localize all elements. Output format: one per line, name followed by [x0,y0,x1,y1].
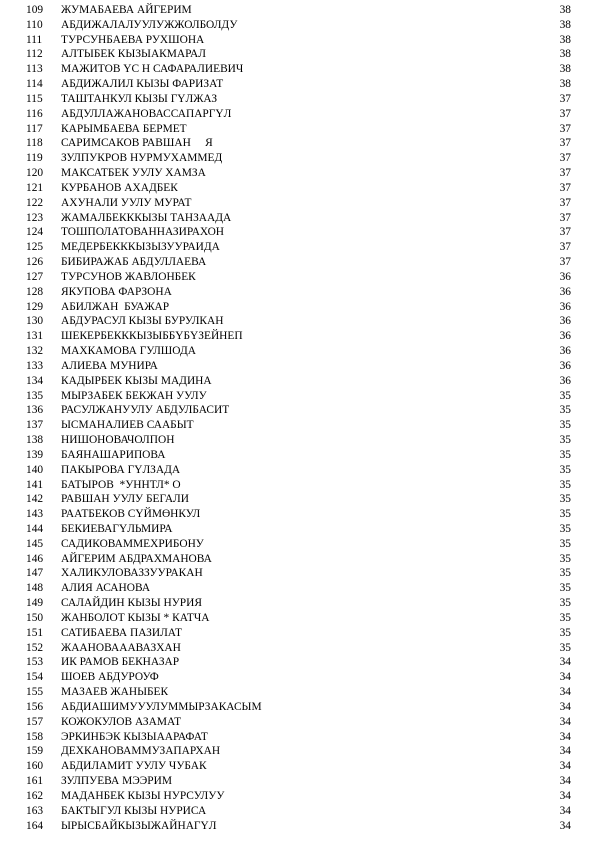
score-value: 34 [559,686,571,699]
score-value: 37 [559,256,571,269]
score-value: 35 [559,448,571,461]
row-number: 119 [26,152,43,165]
score-value: 35 [559,463,571,476]
score-value: 35 [559,508,571,521]
row-number: 163 [26,804,44,817]
score-value: 37 [559,196,571,209]
row-number: 129 [26,300,44,313]
student-name: КАДЫРБЕК КЫЗЫ МАДИНА [61,374,212,387]
score-value: 34 [559,715,571,728]
score-value: 37 [559,107,571,120]
score-value: 35 [559,493,571,506]
row-number: 141 [26,478,44,491]
row-number: 145 [26,537,44,550]
row-number: 126 [26,256,44,269]
list-item [0,641,611,656]
row-number: 115 [26,92,43,105]
row-number: 118 [26,137,43,150]
list-item [0,522,611,537]
score-value: 34 [559,760,571,773]
score-value: 36 [559,300,571,313]
list-item [0,300,611,315]
student-name: АЛИЕВА МУНИРА [61,359,158,372]
row-number: 161 [26,775,44,788]
list-item [0,122,611,137]
student-name: АХУНАЛИ УУЛУ МУРАТ [61,196,192,209]
score-value: 34 [559,789,571,802]
student-name: НИШОНОВАЧОЛПОН [61,434,175,447]
student-name: КУРБАНОВ АХАДБЕК [61,181,178,194]
row-number: 123 [26,211,44,224]
student-name: ЫСМАНАЛИЕВ СААБЫТ [61,419,194,432]
score-value: 36 [559,270,571,283]
row-number: 158 [26,730,44,743]
student-name: БАЯНАШАРИПОВА [61,448,166,461]
score-value: 36 [559,359,571,372]
student-name: ЭРКИНБЭК КЫЗЫААРАФАТ [61,730,208,743]
list-item [0,77,611,92]
list-item [0,626,611,641]
score-value: 35 [559,552,571,565]
score-value: 34 [559,819,571,832]
score-value: 34 [559,656,571,669]
score-value: 35 [559,404,571,417]
list-item [0,166,611,181]
score-value: 37 [559,152,571,165]
row-number: 154 [26,671,44,684]
student-name: АЛИЯ АСАНОВА [61,582,151,595]
row-number: 134 [26,374,44,387]
list-item [0,596,611,611]
student-name: БАТЫРОВ *УННТЛ* О [61,478,181,491]
student-name: ЖУМАБАЕВА АЙГЕРИМ [61,4,192,16]
student-name: ТУРСУНОВ ЖАВЛОНБЕК [61,270,196,283]
score-value: 34 [559,804,571,817]
score-value: 34 [559,671,571,684]
score-value: 37 [559,226,571,239]
row-number: 127 [26,270,44,283]
row-number: 117 [26,122,43,135]
score-value: 37 [559,181,571,194]
student-name: ЖАНБОЛОТ КЫЗЫ * КАТЧА [61,611,210,624]
list-item [0,255,611,270]
score-value: 35 [559,567,571,580]
score-value: 35 [559,537,571,550]
student-name: КОЖОКУЛОВ АЗАМАТ [61,715,182,728]
student-name: САТИБАЕВА ПАЗИЛАТ [61,626,182,639]
row-number: 135 [26,389,44,402]
list-item [0,225,611,240]
score-value: 35 [559,626,571,639]
row-number: 124 [26,226,44,239]
list-item [0,344,611,359]
student-name: ЖААНОВАААВАЗХАН [61,641,181,654]
student-name: ДЕХКАНОВАММУЗАПАРХАН [61,745,221,758]
list-item [0,789,611,804]
student-name: АБДИЛАМИТ УУЛУ ЧУБАК [61,760,207,773]
student-name: АБДИЖАЛИЛ КЫЗЫ ФАРИЗАТ [61,78,224,91]
row-number: 164 [26,819,44,832]
list-item [0,240,611,255]
student-name: АБДУЛЛАЖАНОВАССАПАРГҮЛ [61,107,232,120]
student-name: ИК РАМОВ БЕКНАЗАР [61,656,180,669]
student-name: ТАШТАНКУЛ КЫЗЫ ГҮЛЖАЗ [61,92,218,105]
score-value: 38 [559,4,571,16]
row-number: 122 [26,196,44,209]
list-item [0,611,611,626]
row-number: 113 [26,63,43,76]
row-number: 148 [26,582,44,595]
row-number: 116 [26,107,43,120]
row-number: 156 [26,700,44,713]
score-value: 35 [559,582,571,595]
list-item [0,581,611,596]
score-value: 38 [559,48,571,61]
score-value: 35 [559,434,571,447]
row-number: 140 [26,463,44,476]
row-number: 121 [26,181,44,194]
list-item [0,33,611,48]
row-number: 131 [26,330,44,343]
student-name: КАРЫМБАЕВА БЕРМЕТ [61,122,187,135]
score-value: 37 [559,137,571,150]
student-name: АЛТЫБЕК КЫЗЫАКМАРАЛ [61,48,206,61]
list-item [0,507,611,522]
list-item [0,107,611,122]
list-item [0,715,611,730]
list-item [0,448,611,463]
row-number: 144 [26,522,44,535]
score-value: 35 [559,611,571,624]
list-item [0,314,611,329]
list-item [0,3,611,18]
row-number: 125 [26,241,44,254]
score-value: 38 [559,63,571,76]
student-name: ШЕКЕРБЕКККЫЗЫББҮБҮЗЕЙНЕП [61,330,243,343]
list-item [0,329,611,344]
row-number: 130 [26,315,44,328]
row-number: 153 [26,656,44,669]
row-number: 138 [26,434,44,447]
student-name: РАВШАН УУЛУ БЕГАЛИ [61,493,189,506]
student-name: БЕКИЕВАГҮЛЬМИРА [61,522,173,535]
row-number: 139 [26,448,44,461]
list-item [0,136,611,151]
score-value: 37 [559,167,571,180]
student-name: ЯКУПОВА ФАРЗОНА [61,285,172,298]
student-name: АБДИАШИМУУУЛУММЫРЗАКАСЫМ [61,700,262,713]
score-value: 36 [559,374,571,387]
row-number: 133 [26,359,44,372]
row-number: 142 [26,493,44,506]
student-name: АЙГЕРИМ АБДРАХМАНОВА [61,552,212,565]
student-name: БАКТЫГУЛ КЫЗЫ НУРИСА [61,804,207,817]
score-value: 34 [559,775,571,788]
row-number: 110 [26,18,43,31]
student-name: ПАКЫРОВА ГҮЛЗАДА [61,463,181,476]
score-value: 37 [559,241,571,254]
list-item [0,774,611,789]
list-item [0,418,611,433]
list-item [0,374,611,389]
list-item [0,759,611,774]
row-number: 157 [26,715,44,728]
list-item [0,18,611,33]
student-name: ЫРЫСБАЙКЫЗЫЖАЙНАГҮЛ [61,819,217,832]
list-item [0,403,611,418]
list-item [0,730,611,745]
row-number: 136 [26,404,44,417]
row-number: 152 [26,641,44,654]
row-number: 114 [26,78,43,91]
row-number: 162 [26,789,44,802]
student-name: МАХКАМОВА ГУЛШОДА [61,345,196,358]
list-item [0,62,611,77]
list-item [0,359,611,374]
student-name: МАДАНБЕК КЫЗЫ НУРСУЛУУ [61,789,225,802]
list-item [0,552,611,567]
row-number: 151 [26,626,44,639]
list-item [0,537,611,552]
list-item [0,211,611,226]
row-number: 147 [26,567,44,580]
student-name: САДИКОВАММЕХРИБОНУ [61,537,204,550]
list-item [0,270,611,285]
student-name: ЗУЛПУКРОВ НУРМУХАММЕД [61,152,223,165]
student-name: ЖАМАЛБЕКККЫЗЫ ТАНЗААДА [61,211,232,224]
row-number: 120 [26,167,44,180]
student-name: АБИЛЖАН БУАЖАР [61,300,170,313]
list-item [0,181,611,196]
student-name: ХАЛИКУЛОВАЗЗУУРАКАН [61,567,203,580]
student-name: ЗУЛПУЕВА МЭЭРИМ [61,775,172,788]
row-number: 160 [26,760,44,773]
list-item [0,433,611,448]
score-value: 35 [559,522,571,535]
list-item [0,463,611,478]
student-name: АБДИЖАЛАЛУУЛУЖЖОЛБОЛДУ [61,18,238,31]
row-number: 150 [26,611,44,624]
score-value: 34 [559,700,571,713]
row-number: 109 [26,4,44,16]
student-name: РААТБЕКОВ СҮЙМӨНКУЛ [61,508,201,521]
score-value: 38 [559,78,571,91]
row-number: 159 [26,745,44,758]
score-value: 38 [559,18,571,31]
student-name: ТОШПОЛАТОВАННАЗИРАХОН [61,226,225,239]
row-number: 112 [26,48,43,61]
student-name: БИБИРАЖАБ АБДУЛЛАЕВА [61,256,207,269]
list-item [0,566,611,581]
row-number: 111 [26,33,43,46]
row-number: 149 [26,597,44,610]
student-name: МАЖИТОВ ҮС Н САФАРАЛИЕВИЧ [61,63,244,76]
student-name: МАЗАЕВ ЖАНЫБЕК [61,686,169,699]
student-name: МАКСАТБЕК УУЛУ ХАМЗА [61,167,206,180]
row-number: 146 [26,552,44,565]
list-item [0,700,611,715]
score-value: 36 [559,285,571,298]
score-value: 37 [559,92,571,105]
ranking-list [0,3,611,833]
score-value: 37 [559,211,571,224]
student-name: САЛАЙДИН КЫЗЫ НУРИЯ [61,597,202,610]
student-name: ТУРСУНБАЕВА РУХШОНА [61,33,205,46]
list-item [0,92,611,107]
score-value: 35 [559,419,571,432]
score-value: 35 [559,641,571,654]
list-item [0,655,611,670]
row-number: 143 [26,508,44,521]
student-name: РАСУЛЖАНУУЛУ АБДУЛБАСИТ [61,404,230,417]
score-value: 37 [559,122,571,135]
score-value: 35 [559,597,571,610]
row-number: 137 [26,419,44,432]
row-number: 155 [26,686,44,699]
list-item [0,389,611,404]
student-name: АБДУРАСУЛ КЫЗЫ БУРУЛКАН [61,315,224,328]
list-item [0,47,611,62]
list-item [0,819,611,834]
student-name: САРИМСАКОВ РАВШАН Я [61,137,213,150]
list-item [0,804,611,819]
score-value: 34 [559,745,571,758]
score-value: 35 [559,478,571,491]
list-item [0,744,611,759]
row-number: 128 [26,285,44,298]
score-value: 38 [559,33,571,46]
score-value: 36 [559,345,571,358]
score-value: 35 [559,389,571,402]
student-name: ШОЕВ АБДУРОУФ [61,671,159,684]
student-name: МЕДЕРБЕКККЫЗЫЗУУРАИДА [61,241,220,254]
list-item [0,196,611,211]
list-item [0,285,611,300]
student-name: МЫРЗАБЕК БЕКЖАН УУЛУ [61,389,207,402]
list-item [0,685,611,700]
score-value: 36 [559,330,571,343]
list-item [0,670,611,685]
score-value: 34 [559,730,571,743]
list-item [0,151,611,166]
score-value: 36 [559,315,571,328]
list-item [0,478,611,493]
row-number: 132 [26,345,44,358]
list-item [0,492,611,507]
